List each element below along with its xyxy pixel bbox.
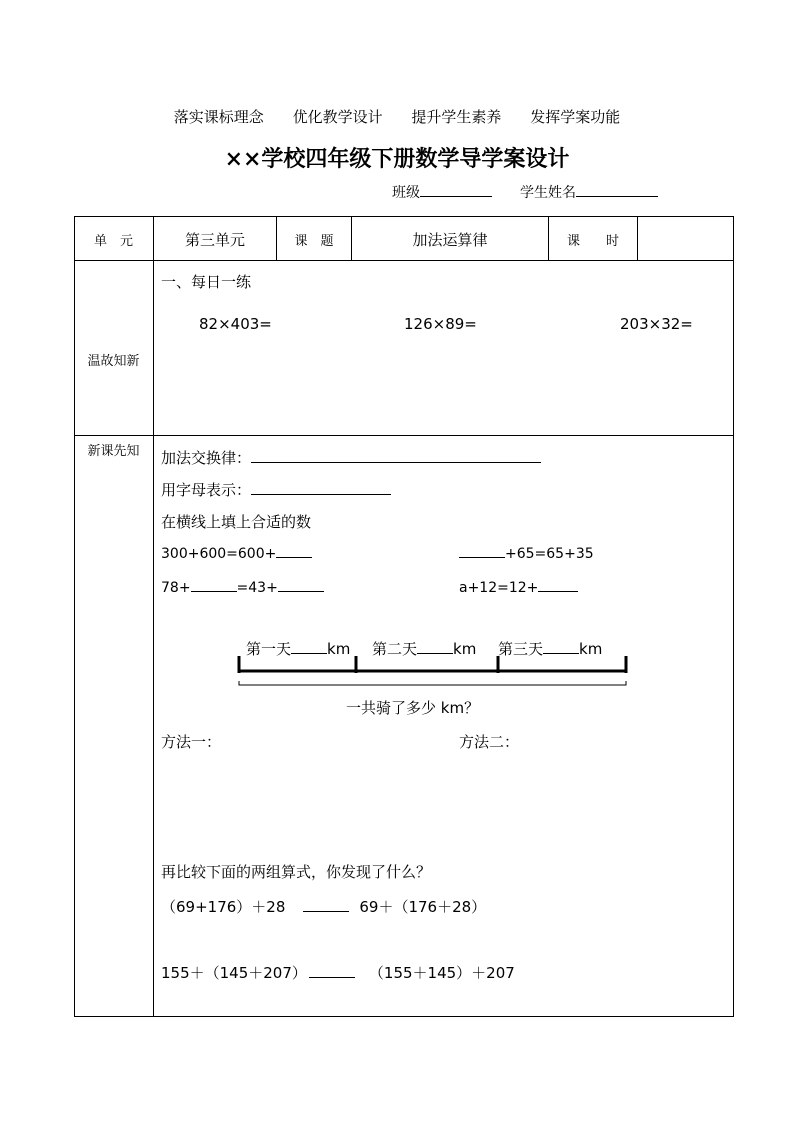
equation-2-right [459, 579, 578, 596]
compare-row-2 [161, 962, 515, 983]
class-field [392, 182, 492, 202]
cmp1-left: （69+176）＋28 [161, 898, 286, 916]
commutative-law-line [161, 447, 541, 468]
law-blank[interactable] [251, 450, 541, 463]
fill-instruction: 在横线上填上合适的数 [161, 513, 312, 531]
equation-2-left [161, 579, 324, 596]
topic-label: 课 题 [294, 234, 334, 249]
eq2-left-blank-a[interactable] [191, 579, 237, 592]
method-1-label: 方法一： [161, 733, 222, 751]
period-label: 课 时 [566, 234, 619, 249]
eq2-left-blank-b[interactable] [278, 579, 324, 592]
unit-label: 单 元 [93, 234, 133, 249]
slogan-3: 提升学生素养 [411, 108, 502, 126]
eq2-left-text-a: 78+ [161, 580, 191, 596]
eq2-left-text-b: =43+ [236, 580, 278, 596]
slogan-line [0, 106, 794, 127]
law-label: 加法交换律： [161, 449, 252, 467]
cmp2-right: （155＋145）＋207 [368, 964, 515, 982]
day-2-unit: km [453, 640, 477, 658]
slogan-2: 优化教学设计 [292, 108, 383, 126]
student-name-label: 学生姓名 [520, 185, 576, 201]
eq1-right-text: +65=65+35 [505, 546, 594, 562]
eq1-left-text: 300+600=600+ [161, 546, 277, 562]
cmp1-right: 69＋（176＋28） [359, 898, 487, 916]
letter-blank[interactable] [251, 482, 391, 495]
eq1-right-blank[interactable] [459, 545, 505, 558]
unit-value: 第三单元 [184, 231, 245, 249]
equation-1-right [459, 545, 594, 562]
eq1-left-blank[interactable] [276, 545, 312, 558]
letter-line [161, 479, 391, 500]
cmp1-blank[interactable] [303, 899, 349, 912]
method-2-label: 方法二： [459, 733, 520, 751]
cmp2-left: 155＋（145＋207） [161, 964, 307, 982]
page-title: ××学校四年级下册数学导学案设计 [224, 146, 570, 172]
review-problem-3: 203×32= [620, 315, 693, 333]
student-name-field [520, 182, 658, 202]
day-1-unit: km [327, 640, 351, 658]
review-problem-2: 126×89= [404, 315, 477, 333]
day-1-text: 第一天 [246, 640, 292, 658]
eq2-right-blank[interactable] [538, 579, 578, 592]
new-lesson-label: 新课先知 [87, 444, 140, 459]
eq2-right-text: a+12=12+ [459, 580, 539, 596]
class-blank[interactable] [420, 182, 492, 197]
topic-value: 加法运算律 [412, 231, 488, 249]
slogan-1: 落实课标理念 [173, 108, 264, 126]
day-3-unit: km [579, 640, 603, 658]
equation-1-left [161, 545, 312, 562]
letter-label: 用字母表示： [161, 481, 252, 499]
period-value-cell[interactable] [638, 218, 733, 258]
segment-line [230, 652, 640, 692]
compare-instruction: 再比较下面的两组算式，你发现了什么？ [161, 863, 432, 881]
review-label: 温故知新 [87, 354, 140, 369]
review-heading: 一、每日一练 [161, 273, 252, 291]
compare-row-1 [161, 896, 486, 917]
class-label: 班级 [392, 185, 420, 201]
student-name-blank[interactable] [576, 182, 658, 197]
cmp2-blank[interactable] [309, 965, 355, 978]
day-3-text: 第三天 [498, 640, 544, 658]
day-2-text: 第二天 [372, 640, 418, 658]
review-problem-1: 82×403= [199, 315, 272, 333]
total-question: 一共骑了多少 km？ [346, 699, 480, 717]
slogan-4: 发挥学案功能 [530, 108, 621, 126]
